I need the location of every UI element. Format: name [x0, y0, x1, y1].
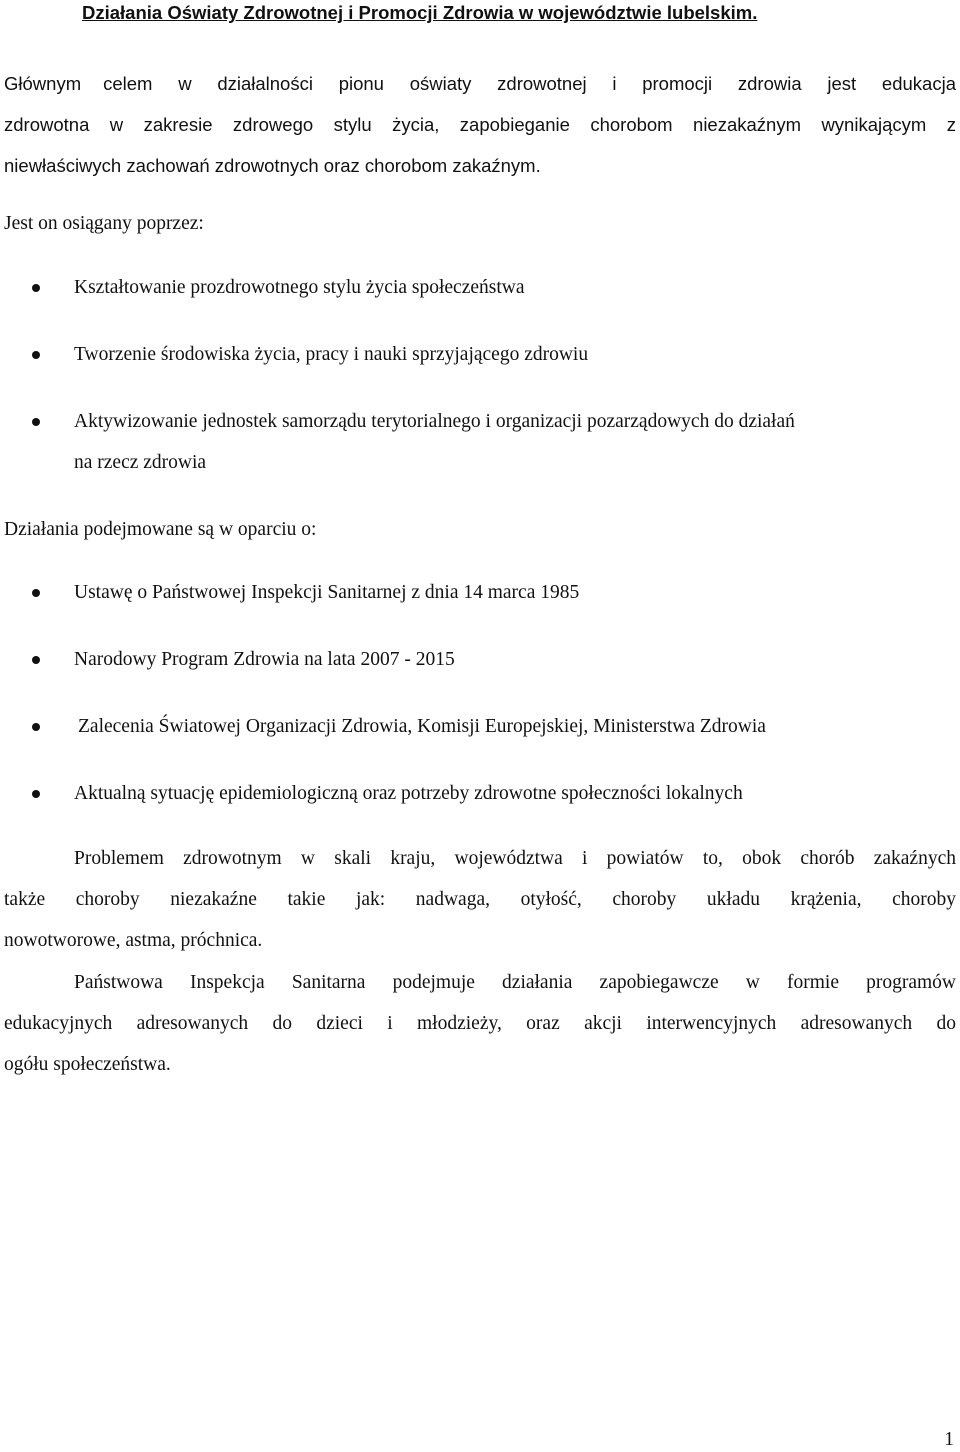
- means-lead: Jest on osiągany poprzez:: [4, 213, 204, 234]
- inspection-line-2: edukacyjnych adresowanych do dzieci i młodzieży, oraz akcji interwencyjnych adresowanych do: [4, 1013, 956, 1034]
- bullet-dot: [32, 656, 40, 664]
- list-item-text: Aktywizowanie jednostek samorządu terytorialnego i organizacji pozarządowych do działań: [74, 411, 795, 432]
- problem-line-1: Problemem zdrowotnym w skali kraju, województwa i powiatów to, obok chorób zakaźnych: [74, 848, 956, 869]
- list-item-text: Tworzenie środowiska życia, pracy i nauki sprzyjającego zdrowiu: [74, 344, 589, 365]
- list-item-text: Aktualną sytuację epidemiologiczną oraz potrzeby zdrowotne społeczności lokalnych: [74, 783, 743, 804]
- list-item-text: Zalecenia Światowej Organizacji Zdrowia, Komisji Europejskiej, Ministerstwa Zdrowia: [78, 716, 766, 737]
- intro-line-3: niewłaściwych zachowań zdrowotnych oraz chorobom zakaźnym.: [4, 155, 541, 176]
- intro-line-2: zdrowotna w zakresie zdrowego stylu życia, zapobieganie chorobom niezakaźnym wynikającym z: [4, 114, 956, 135]
- bullet-dot: [32, 418, 40, 426]
- intro-line-1: [4, 63, 956, 104]
- intro-line-1-rest: celem w działalności pionu oświaty zdrowotnej i promocji zdrowia jest edukacja: [103, 73, 956, 94]
- bullet-dot: [32, 790, 40, 798]
- document-title: Działania Oświaty Zdrowotnej i Promocji Zdrowia w województwie lubelskim.: [82, 2, 758, 23]
- problem-paragraph: [4, 838, 956, 961]
- list-item-text: Ustawę o Państwowej Inspekcji Sanitarnej z dnia 14 marca 1985: [74, 582, 580, 603]
- page-number: 1: [944, 1429, 954, 1450]
- inspection-line-1: Państwowa Inspekcja Sanitarna podejmuje działania zapobiegawcze w formie programów: [74, 972, 956, 993]
- inspection-line-3: ogółu społeczeństwa.: [4, 1054, 171, 1075]
- problem-line-3: nowotworowe, astma, próchnica.: [4, 930, 263, 951]
- list-item-text-continuation: na rzecz zdrowia: [74, 452, 207, 473]
- bullet-dot: [32, 589, 40, 597]
- bullet-dot: [32, 723, 40, 731]
- inspection-paragraph: [4, 962, 956, 1085]
- basis-lead: Działania podejmowane są w oparciu o:: [4, 519, 317, 540]
- intro-first-word: Głównym: [4, 73, 82, 94]
- bullet-dot: [32, 284, 40, 292]
- problem-line-2: także choroby niezakaźne takie jak: nadwaga, otyłość, choroby układu krążenia, choroby: [4, 889, 956, 910]
- list-item-text: Kształtowanie prozdrowotnego stylu życia społeczeństwa: [74, 277, 525, 298]
- bullet-dot: [32, 351, 40, 359]
- intro-paragraph: [4, 63, 956, 186]
- list-item-text: Narodowy Program Zdrowia na lata 2007 - 2015: [74, 649, 455, 670]
